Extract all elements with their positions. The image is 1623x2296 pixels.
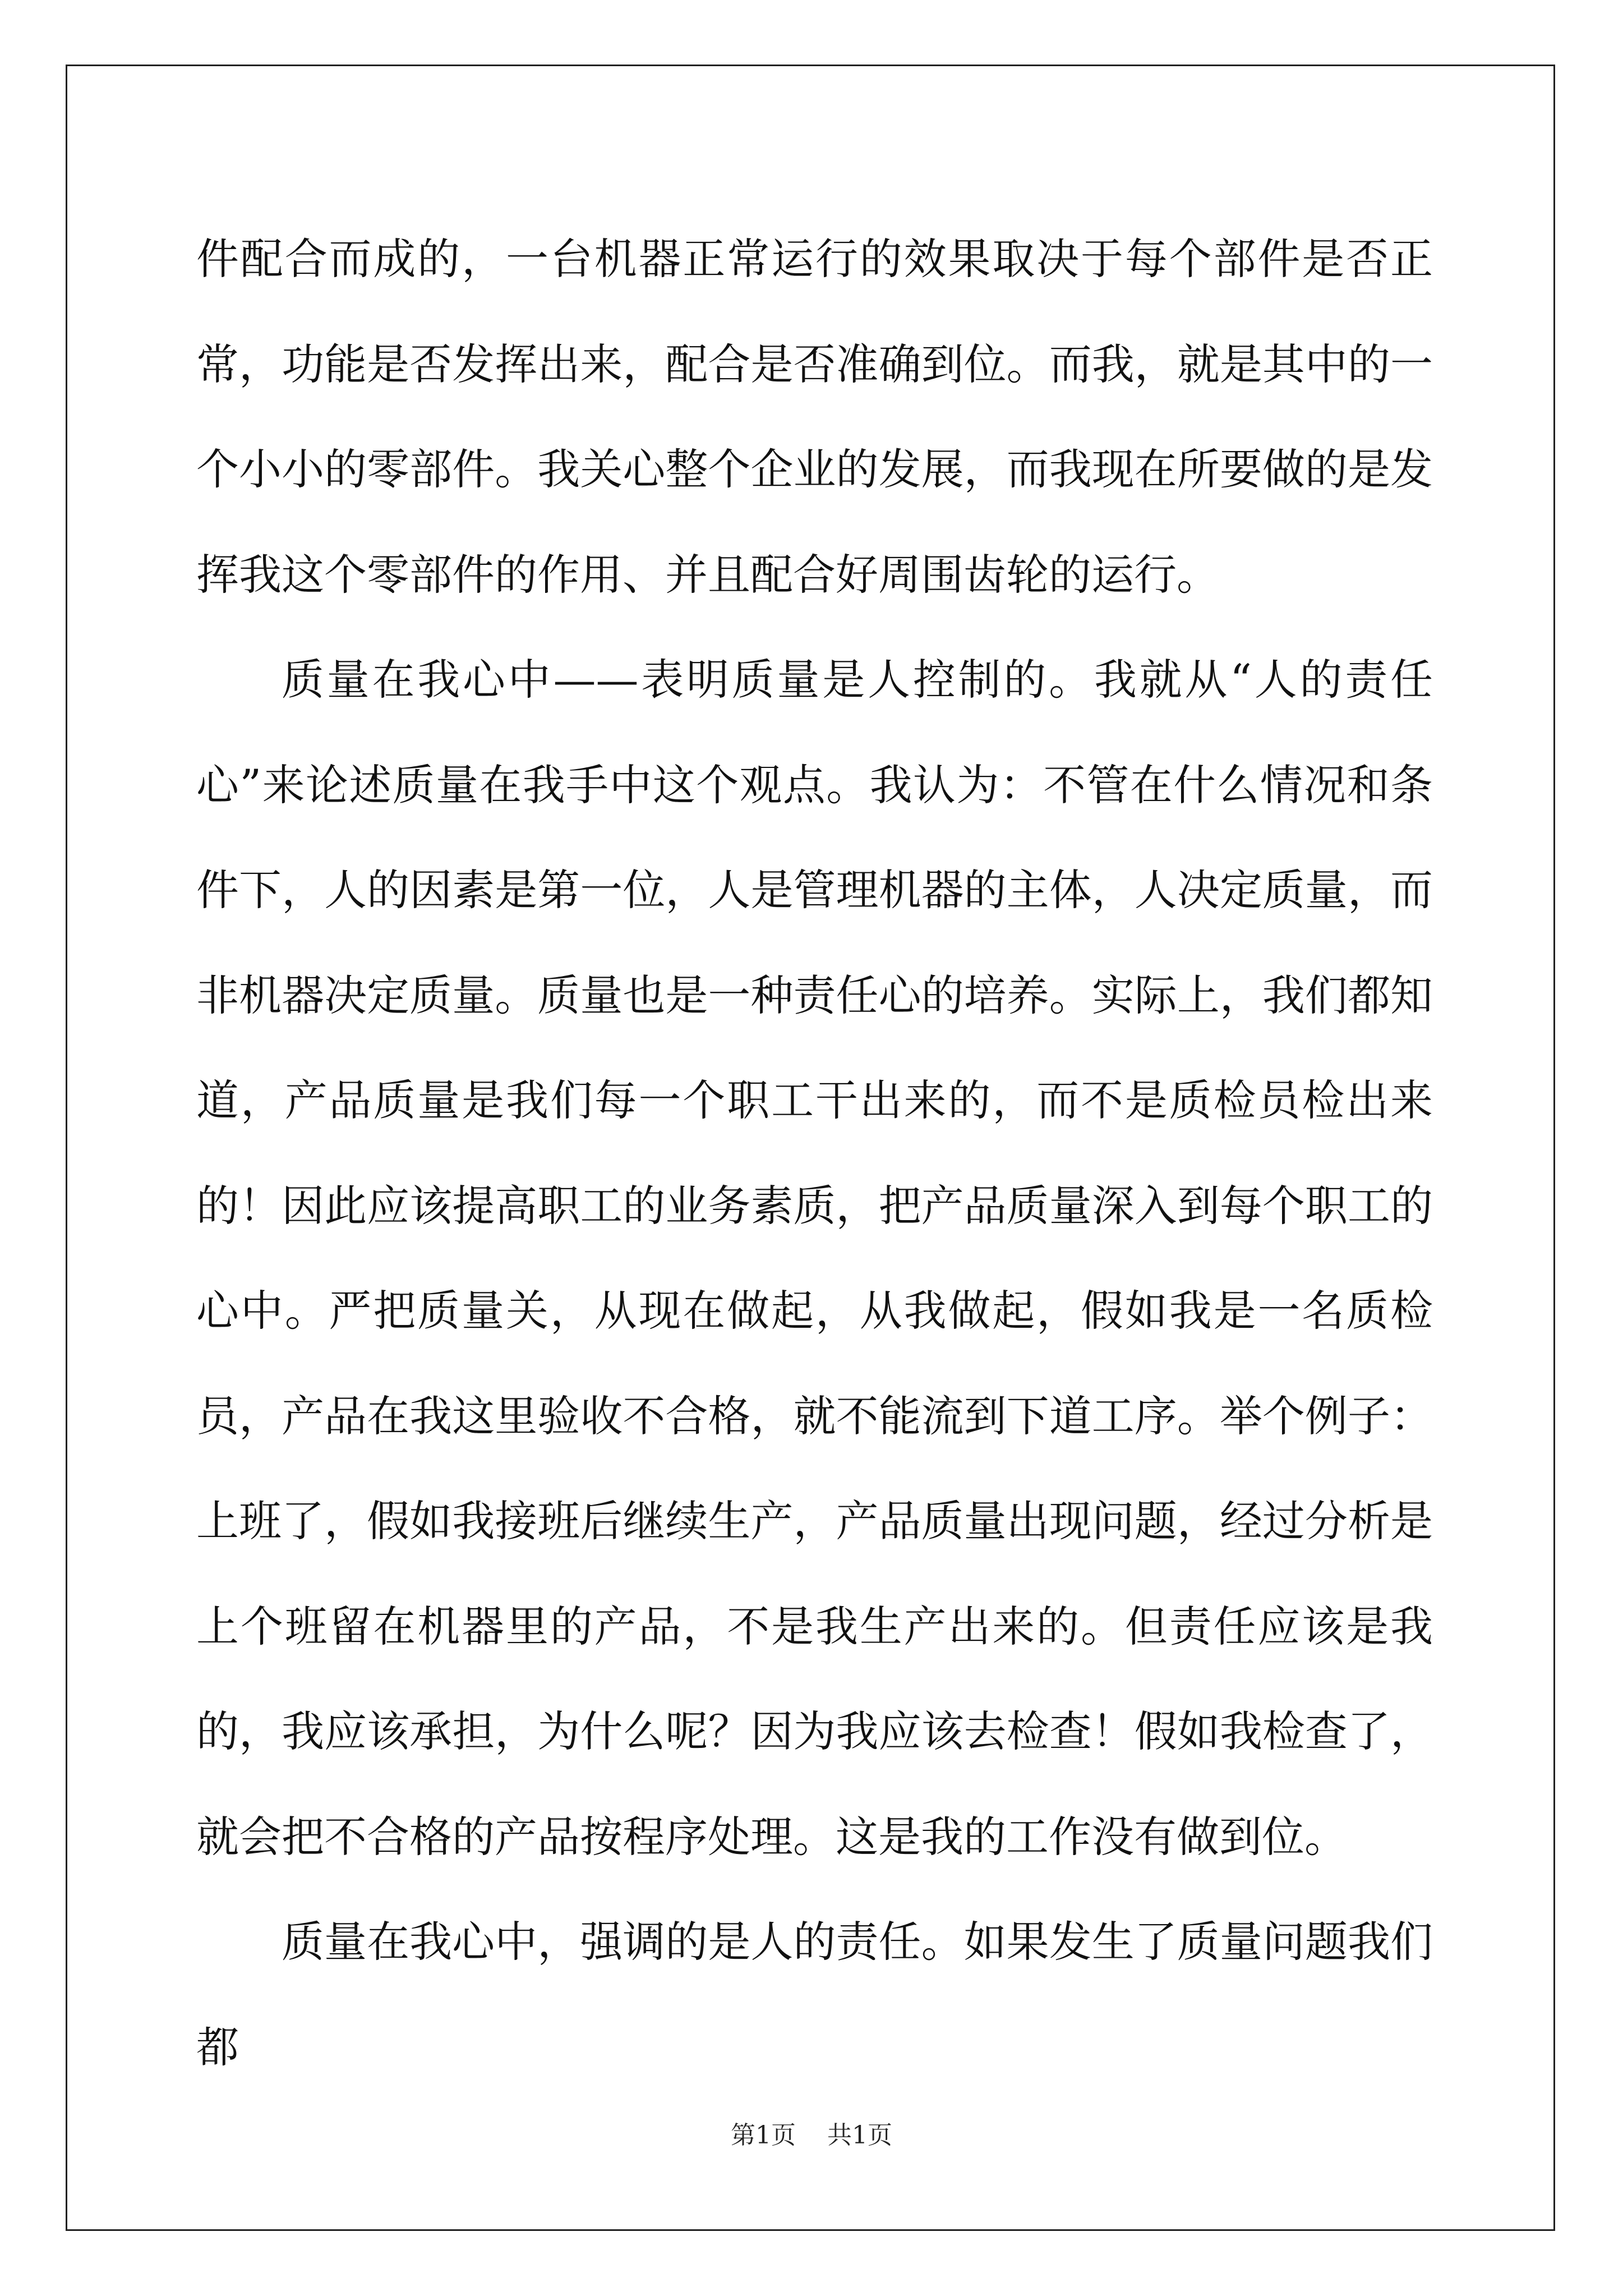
paragraph: 质量在我心中，强调的是人的责任。如果发生了质量问题我们都 bbox=[196, 1917, 1433, 2072]
document-body bbox=[196, 206, 1433, 2100]
page-footer bbox=[0, 2115, 1623, 2151]
paragraph: 质量在我心中——表明质量是人控制的。我就从“人的责任心”来论述质量在我手中这个观点。我认为：不管在什么情况和条件下，人的因素是第一位，人是管理机器的主体，人决定质量，而非机器决定质量。质量也是一种责任心的培养。实际上，我们都知道，产品质量是我们每一个职工干出来的，而不是质检员检出来的！因此应该提高职工的业务素质，把产品质量深入到每个职工的心中。严把质量关，从现在做起，从我做起，假如我是一名质检员，产品在我这里验收不合格，就不能流到下道工序。举个例子：上班了，假如我接班后继续生产，产品质量出现问题，经过分析是上个班留在机器里的产品，不是我生产出来的。但责任应该是我的，我应该承担，为什么呢？因为我应该去检查！假如我检查了，就会把不合格的产品按程序处理。这是我的工作没有做到位。 bbox=[196, 655, 1433, 1862]
page-number: 第1页 bbox=[731, 2121, 796, 2150]
total-pages: 共1页 bbox=[827, 2121, 892, 2150]
paragraph: 件配合而成的，一台机器正常运行的效果取决于每个部件是否正常，功能是否发挥出来，配合是否准确到位。而我，就是其中的一个小小的零部件。我关心整个企业的发展，而我现在所要做的是发挥我这个零部件的作用、并且配合好周围齿轮的运行。 bbox=[196, 234, 1433, 600]
